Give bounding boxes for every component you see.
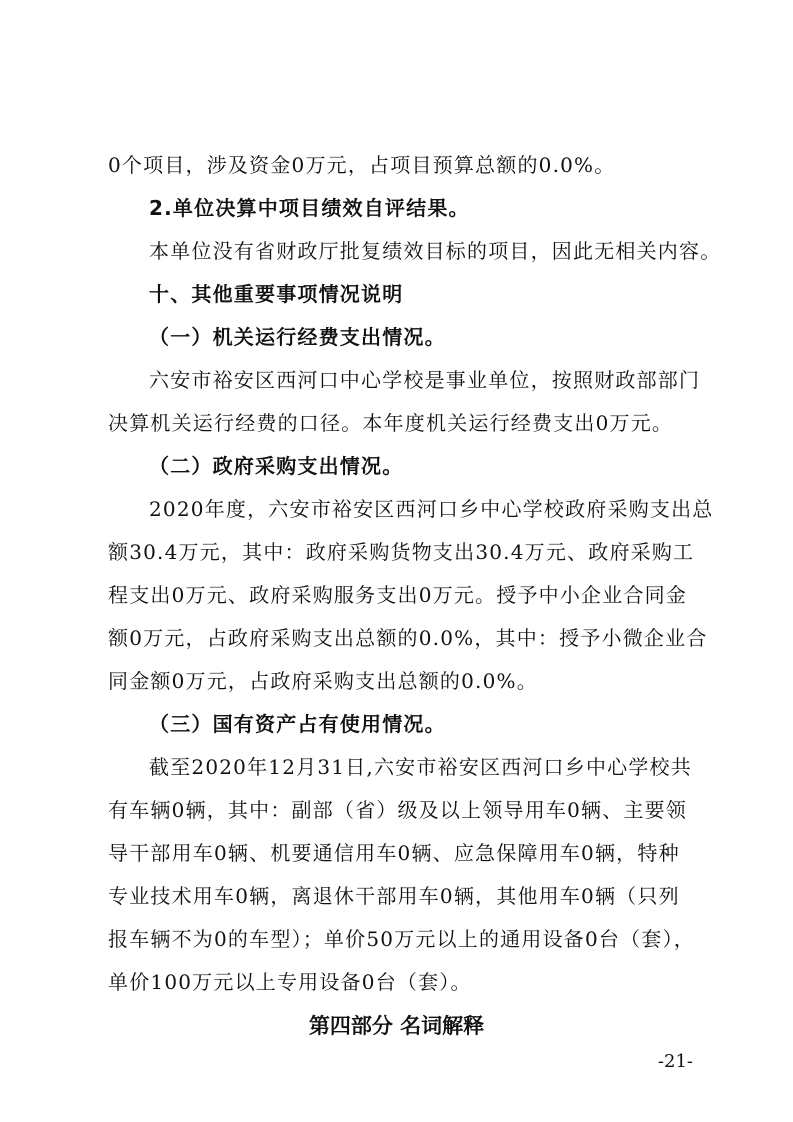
subheading-procurement: （二）政府采购支出情况。 (149, 454, 404, 478)
page-number: -21- (657, 1051, 693, 1072)
text-line: 单价100万元以上专用设备0台（套）。 (108, 970, 472, 994)
text-line: 同金额0万元，占政府采购支出总额的0.0%。 (108, 669, 538, 693)
text-line: 额30.4万元，其中：政府采购货物支出30.4万元、政府采购工 (108, 540, 695, 564)
text-line: 额0万元，占政府采购支出总额的0.0%，其中：授予小微企业合 (108, 626, 708, 650)
subheading-state-assets: （三）国有资产占有使用情况。 (149, 712, 446, 736)
text-line: 六安市裕安区西河口中心学校是事业单位，按照财政部部门 (149, 368, 701, 392)
section-title-part-four: 第四部分 名词解释 (308, 1014, 485, 1038)
text-line: 报车辆不为0的车型）；单价50万元以上的通用设备0台（套）， (108, 927, 695, 951)
section-heading-other-matters: 十、其他重要事项情况说明 (149, 282, 404, 306)
text-line: 程支出0万元、政府采购服务支出0万元。授予中小企业合同金 (108, 583, 688, 607)
text-line: 0个项目，涉及资金0万元，占项目预算总额的0.0%。 (108, 153, 616, 177)
text-line: 专业技术用车0辆，离退休干部用车0辆，其他用车0辆（只列 (108, 884, 680, 908)
text-line: 2020年度，六安市裕安区西河口乡中心学校政府采购支出总 (149, 497, 714, 521)
text-line: 导干部用车0辆、机要通信用车0辆、应急保障用车0辆，特种 (108, 841, 680, 865)
subheading-operating-expenses: （一）机关运行经费支出情况。 (149, 325, 446, 349)
text-line: 决算机关运行经费的口径。本年度机关运行经费支出0万元。 (108, 411, 674, 435)
subheading-performance-results: 2.单位决算中项目绩效自评结果。 (149, 196, 470, 220)
text-line: 有车辆0辆，其中：副部（省）级及以上领导用车0辆、主要领 (108, 798, 688, 822)
text-line: 截至2020年12月31日,六安市裕安区西河口乡中心学校共 (149, 755, 692, 779)
text-line: 本单位没有省财政厅批复绩效目标的项目，因此无相关内容。 (149, 239, 722, 263)
